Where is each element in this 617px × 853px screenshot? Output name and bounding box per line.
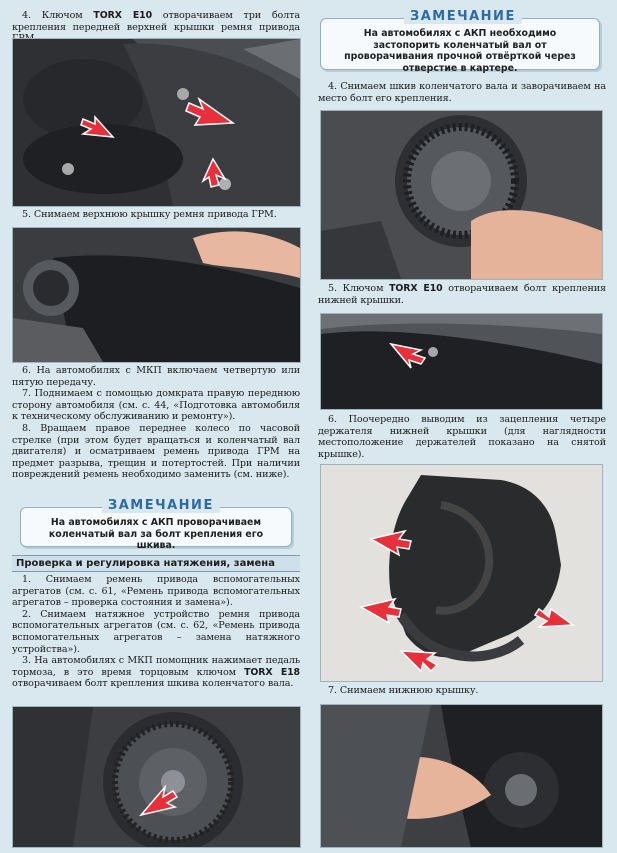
red-arrow-icon bbox=[13, 707, 300, 847]
note-box-akp-screwdriver bbox=[320, 18, 600, 74]
note-text: На автомобилях с АКП необходимо застопорить коленчатый вал от проворачивания прочной отвёрткой через отверстие в картере. bbox=[344, 28, 576, 74]
section-step-2: 2. Снимаем натяжное устройство ремня привода вспомогательных агрегатов (см. с. 62, «Ремень привода вспомогательных агрегатов – замена натяжного устройства»). bbox=[12, 608, 300, 655]
photo-upper-cover-bolts bbox=[12, 38, 301, 207]
note-title: ЗАМЕЧАНИЕ bbox=[404, 9, 522, 24]
red-arrow-icon bbox=[13, 39, 300, 206]
photo-removing-upper-cover bbox=[12, 227, 301, 363]
step-6-text: 6. Поочередно выводим из зацепления четыре держателя нижней крышки (для наглядности местоположение держателей показано на снятой крышке). bbox=[318, 414, 606, 460]
photo-removed-lower-cover bbox=[320, 464, 603, 682]
section-heading: Проверка и регулировка натяжения, замена bbox=[12, 555, 300, 572]
red-arrow-icon bbox=[321, 465, 602, 681]
section-step-1: 1. Снимаем ремень привода вспомогательных агрегатов (см. с. 61, «Ремень привода вспомогательных агрегатов – проверка состояния и замена»). bbox=[12, 574, 300, 609]
photo-lower-cover-bolt bbox=[320, 313, 603, 410]
note-text: На автомобилях с АКП проворачиваем коленчатый вал за болт крепления его шкива. bbox=[48, 517, 264, 552]
step-6-text: 6. На автомобилях с МКП включаем четвертую или пятую передачу. bbox=[12, 365, 300, 388]
photo-removing-lower-cover bbox=[320, 704, 603, 848]
red-arrow-icon bbox=[321, 314, 602, 409]
step-7-text: 7. Поднимаем с помощью домкрата правую переднюю сторону автомобиля (см. с. 44, «Подготовка автомобиля к техническому обслуживанию и ремонту»). bbox=[12, 388, 300, 423]
section-step-3: 3. На автомобилях с МКП помощник нажимает педаль тормоза, в это время торцовым ключом TORX E18 отворачиваем болт крепления шкива коленчатого вала. bbox=[12, 655, 300, 690]
photo-pulley-removal bbox=[320, 110, 603, 280]
note-title: ЗАМЕЧАНИЕ bbox=[102, 498, 220, 513]
photo-crankshaft-pulley-bolt bbox=[12, 706, 301, 848]
step-5-caption: 5. Снимаем верхнюю крышку ремня привода ГРМ. bbox=[22, 209, 277, 220]
step-4-text: 4. Снимаем шкив коленчатого вала и заворачиваем на место болт его крепления. bbox=[318, 81, 606, 104]
step-7-caption: 7. Снимаем нижнюю крышку. bbox=[328, 685, 479, 696]
step-4-text: 4. Ключом TORX E10 отворачиваем три болта крепления передней верхней крышки ремня привода bbox=[12, 10, 301, 33]
step-8-text: 8. Вращаем правое переднее колесо по часовой стрелке (при этом будет вращаться и коленчатый вал двигателя) и осматриваем ремень привода ГРМ на предмет разрыва, трещин и потертостей. При наличии повреждений ремень необходимо заменить (см. ниже). bbox=[12, 422, 300, 481]
step-5-text: 5. Ключом TORX E10 отворачиваем болт крепления нижней крышки. bbox=[318, 283, 606, 306]
note-box-akp-crankshaft bbox=[20, 507, 292, 552]
